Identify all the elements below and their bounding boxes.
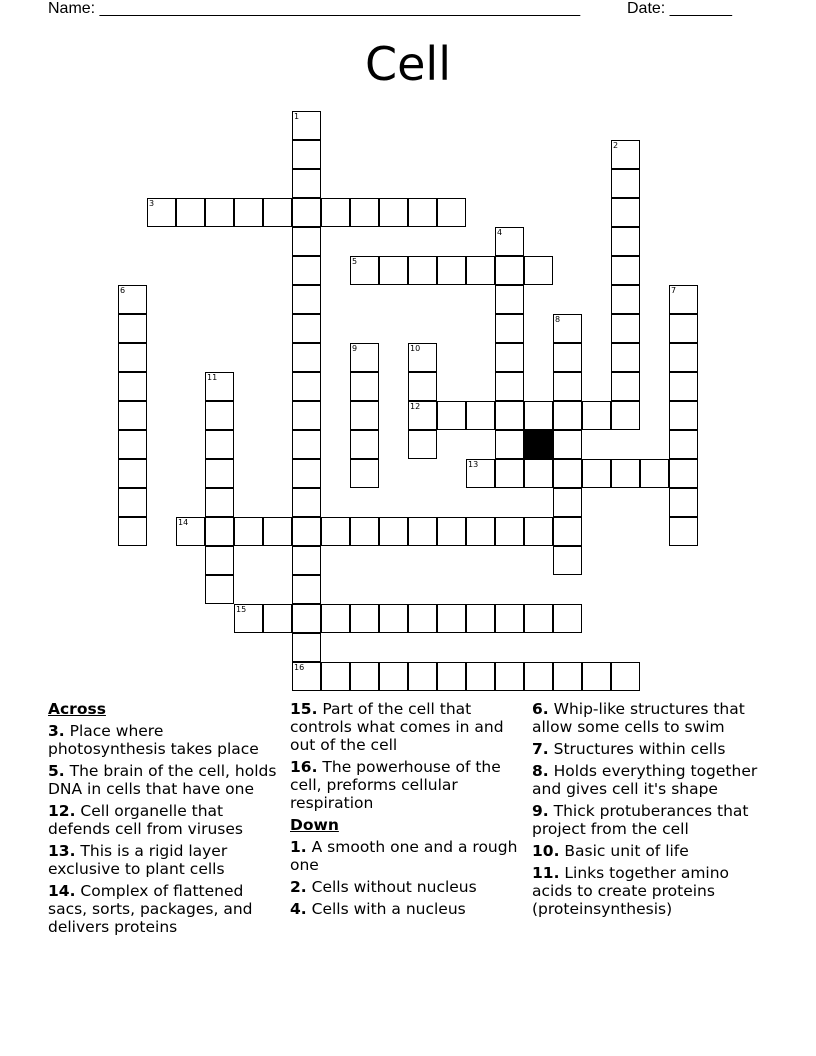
grid-cell[interactable] [292, 459, 321, 488]
clue-down-11: 11. Links together amino acids to create proteins (proteinsynthesis) [532, 864, 730, 918]
grid-cell[interactable] [669, 343, 698, 372]
grid-cell[interactable] [611, 372, 640, 401]
grid-cell[interactable] [408, 662, 437, 691]
grid-cell[interactable] [321, 662, 350, 691]
grid-cell[interactable] [611, 459, 640, 488]
clue-number-label: 5 [352, 257, 358, 266]
grid-cell[interactable] [553, 372, 582, 401]
clue-number-label: 14 [178, 518, 189, 527]
grid-cell[interactable] [524, 662, 553, 691]
grid-cell[interactable] [118, 517, 147, 546]
grid-cell[interactable] [611, 401, 640, 430]
grid-cell[interactable] [379, 256, 408, 285]
grid-cell[interactable] [437, 604, 466, 633]
grid-cell[interactable] [524, 401, 553, 430]
grid-cell[interactable] [553, 546, 582, 575]
grid-cell[interactable] [379, 604, 408, 633]
clue-across-12: 12. Cell organelle that defends cell from viruses [48, 802, 243, 838]
grid-cell[interactable] [524, 256, 553, 285]
down-heading: Down [290, 816, 339, 834]
grid-cell[interactable] [640, 459, 669, 488]
grid-cell[interactable] [553, 459, 582, 488]
grid-cell[interactable] [118, 488, 147, 517]
grid-cell[interactable] [669, 401, 698, 430]
grid-cell[interactable] [263, 198, 292, 227]
grid-cell[interactable] [437, 256, 466, 285]
grid-cell[interactable] [408, 517, 437, 546]
grid-cell[interactable] [408, 604, 437, 633]
grid-cell[interactable] [553, 517, 582, 546]
grid-cell[interactable] [292, 517, 321, 546]
grid-cell[interactable] [176, 198, 205, 227]
clue-across-3: 3. Place where photosynthesis takes place [48, 722, 259, 758]
grid-cell[interactable] [495, 256, 524, 285]
grid-cell[interactable] [292, 140, 321, 169]
grid-cell[interactable] [118, 430, 147, 459]
grid-cell[interactable] [495, 662, 524, 691]
grid-cell[interactable] [611, 256, 640, 285]
grid-cell[interactable] [379, 517, 408, 546]
grid-cell[interactable] [292, 227, 321, 256]
grid-cell[interactable] [669, 372, 698, 401]
grid-cell[interactable] [408, 256, 437, 285]
clue-number-label: 15 [236, 605, 247, 614]
grid-cell[interactable] [292, 343, 321, 372]
grid-cell[interactable] [437, 401, 466, 430]
blocked-cell [524, 430, 553, 459]
grid-cell[interactable] [118, 459, 147, 488]
grid-cell[interactable] [611, 662, 640, 691]
grid-cell[interactable] [350, 459, 379, 488]
grid-cell[interactable] [321, 604, 350, 633]
grid-cell[interactable] [118, 401, 147, 430]
grid-cell[interactable] [292, 575, 321, 604]
grid-cell[interactable] [611, 198, 640, 227]
grid-cell[interactable] [466, 256, 495, 285]
clue-down-6: 6. Whip-like structures that allow some cells to swim [532, 700, 745, 736]
clue-column-3 [532, 700, 764, 922]
clue-number-label: 11 [207, 373, 218, 382]
clue-across-5: 5. The brain of the cell, holds DNA in cells that have one [48, 762, 277, 798]
clue-down-8: 8. Holds everything together and gives cell it's shape [532, 762, 758, 798]
grid-cell[interactable] [292, 604, 321, 633]
grid-cell[interactable] [292, 256, 321, 285]
grid-cell[interactable] [205, 488, 234, 517]
grid-cell[interactable] [205, 459, 234, 488]
grid-cell[interactable] [582, 662, 611, 691]
grid-cell[interactable] [292, 430, 321, 459]
grid-cell[interactable] [292, 314, 321, 343]
grid-cell[interactable] [292, 198, 321, 227]
clue-down-9: 9. Thick protuberances that project from the cell [532, 802, 749, 838]
grid-cell[interactable] [495, 604, 524, 633]
across-heading: Across [48, 700, 106, 718]
grid-cell[interactable] [466, 604, 495, 633]
grid-cell[interactable] [205, 546, 234, 575]
grid-cell[interactable] [350, 401, 379, 430]
grid-cell[interactable] [292, 546, 321, 575]
grid-cell[interactable] [611, 227, 640, 256]
grid-cell[interactable] [524, 604, 553, 633]
clue-across-15: 15. Part of the cell that controls what comes in and out of the cell [290, 700, 504, 754]
grid-cell[interactable] [669, 459, 698, 488]
clue-down-10: 10. Basic unit of life [532, 842, 689, 860]
clue-number-label: 1 [294, 112, 300, 121]
grid-cell[interactable] [118, 314, 147, 343]
clue-number-label: 4 [497, 228, 503, 237]
grid-cell[interactable] [495, 459, 524, 488]
grid-cell[interactable] [379, 198, 408, 227]
grid-cell[interactable] [292, 169, 321, 198]
grid-cell[interactable] [292, 633, 321, 662]
grid-cell[interactable] [205, 575, 234, 604]
grid-cell[interactable] [350, 662, 379, 691]
date-field-label: Date: _______ [627, 0, 732, 17]
grid-cell[interactable] [118, 343, 147, 372]
grid-cell[interactable] [466, 662, 495, 691]
grid-cell[interactable] [118, 372, 147, 401]
grid-cell[interactable] [611, 343, 640, 372]
name-field-label: Name: ______________________________________________________ [48, 0, 581, 17]
grid-cell[interactable] [350, 430, 379, 459]
grid-cell[interactable] [611, 169, 640, 198]
grid-cell[interactable] [669, 517, 698, 546]
grid-cell[interactable] [205, 401, 234, 430]
grid-cell[interactable] [205, 198, 234, 227]
clue-number-label: 2 [613, 141, 619, 150]
clue-number-label: 6 [120, 286, 126, 295]
clue-number-label: 13 [468, 460, 479, 469]
grid-cell[interactable] [669, 314, 698, 343]
grid-cell[interactable] [321, 198, 350, 227]
grid-cell[interactable] [524, 459, 553, 488]
grid-cell[interactable] [292, 488, 321, 517]
grid-cell[interactable] [582, 459, 611, 488]
grid-cell[interactable] [292, 372, 321, 401]
grid-cell[interactable] [263, 517, 292, 546]
grid-cell[interactable] [611, 285, 640, 314]
grid-cell[interactable] [495, 430, 524, 459]
grid-cell[interactable] [350, 604, 379, 633]
grid-cell[interactable] [524, 517, 553, 546]
clue-number-label: 12 [410, 402, 421, 411]
clue-across-16: 16. The powerhouse of the cell, preforms cellular respiration [290, 758, 501, 812]
grid-cell[interactable] [408, 430, 437, 459]
grid-cell[interactable] [321, 517, 350, 546]
grid-cell[interactable] [495, 517, 524, 546]
grid-cell[interactable] [437, 198, 466, 227]
grid-cell[interactable] [553, 401, 582, 430]
clue-number-label: 3 [149, 199, 155, 208]
grid-cell[interactable] [350, 372, 379, 401]
clue-across-13: 13. This is a rigid layer exclusive to plant cells [48, 842, 228, 878]
grid-cell[interactable] [234, 517, 263, 546]
grid-cell[interactable] [495, 314, 524, 343]
grid-cell[interactable] [495, 401, 524, 430]
grid-cell[interactable] [611, 314, 640, 343]
grid-cell[interactable] [669, 430, 698, 459]
clue-column-2 [290, 700, 522, 922]
grid-cell[interactable] [553, 343, 582, 372]
grid-cell[interactable] [408, 198, 437, 227]
grid-cell[interactable] [234, 198, 263, 227]
grid-cell[interactable] [553, 430, 582, 459]
clue-down-1: 1. A smooth one and a rough one [290, 838, 518, 874]
grid-cell[interactable] [379, 662, 408, 691]
clue-number-label: 9 [352, 344, 358, 353]
grid-cell[interactable] [437, 517, 466, 546]
grid-cell[interactable] [466, 517, 495, 546]
grid-cell[interactable] [292, 285, 321, 314]
clue-number-label: 8 [555, 315, 561, 324]
grid-cell[interactable] [437, 662, 466, 691]
clue-down-7: 7. Structures within cells [532, 740, 726, 758]
grid-cell[interactable] [408, 372, 437, 401]
grid-cell[interactable] [582, 401, 611, 430]
clue-down-4: 4. Cells with a nucleus [290, 900, 466, 918]
grid-cell[interactable] [669, 488, 698, 517]
clue-number-label: 7 [671, 286, 677, 295]
grid-cell[interactable] [350, 198, 379, 227]
grid-cell[interactable] [263, 604, 292, 633]
grid-cell[interactable] [495, 285, 524, 314]
grid-cell[interactable] [205, 430, 234, 459]
grid-cell[interactable] [350, 517, 379, 546]
clue-number-label: 10 [410, 344, 421, 353]
grid-cell[interactable] [553, 488, 582, 517]
grid-cell[interactable] [553, 662, 582, 691]
clue-column-1 [48, 700, 280, 940]
page-title: Cell [365, 37, 451, 91]
grid-cell[interactable] [205, 517, 234, 546]
grid-cell[interactable] [495, 372, 524, 401]
grid-cell[interactable] [553, 604, 582, 633]
grid-cell[interactable] [466, 401, 495, 430]
clue-across-14: 14. Complex of flattened sacs, sorts, packages, and delivers proteins [48, 882, 253, 936]
clue-down-2: 2. Cells without nucleus [290, 878, 477, 896]
grid-cell[interactable] [495, 343, 524, 372]
grid-cell[interactable] [292, 401, 321, 430]
clue-number-label: 16 [294, 663, 305, 672]
